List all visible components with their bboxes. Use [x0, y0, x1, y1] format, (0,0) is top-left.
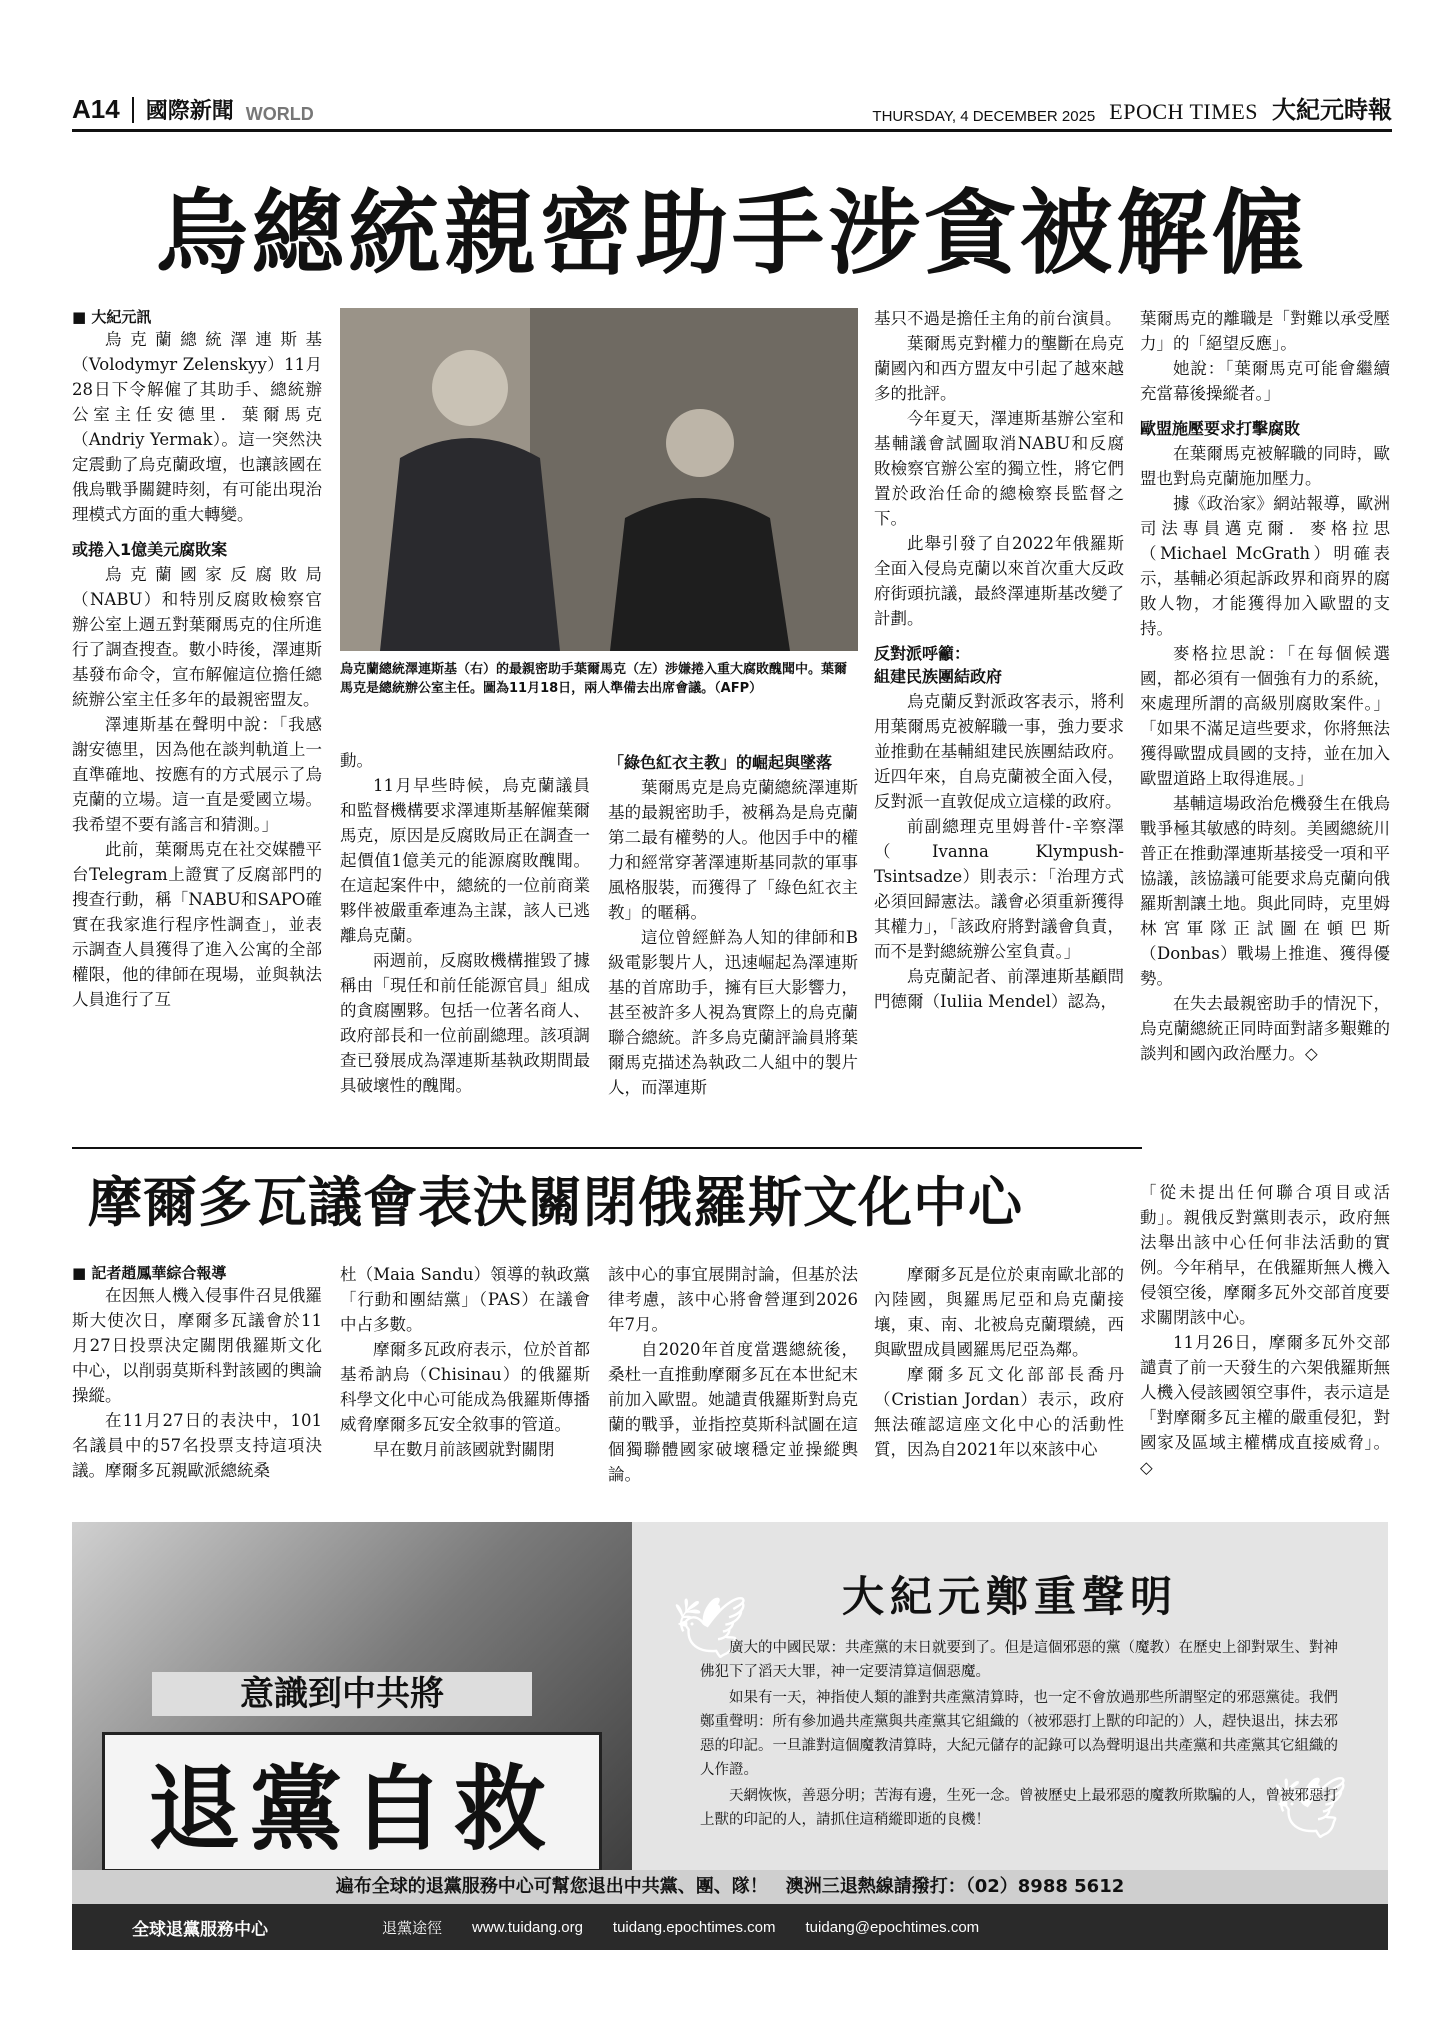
paragraph: 摩爾多瓦文化部部長喬丹（Cristian Jordan）表示，政府無法確認這座文化中心的活動性質，因為自2021年以來該中心	[874, 1365, 1124, 1459]
paragraph: 杜（Maia Sandu）領導的執政黨「行動和團結黨」（PAS）在議會中占多數。	[340, 1265, 590, 1334]
paragraph: 這位曾經鮮為人知的律師和B級電影製片人，迅速崛起為澤連斯基的首席助手，擁有巨大影響力，甚至被許多人視為實際上的烏克蘭聯合總統。許多烏克蘭評論員將葉爾馬克描述為執政二人組中的製片人，而澤連斯	[608, 928, 858, 1097]
byline: ■ 記者趙鳳華綜合報導	[72, 1264, 227, 1282]
paragraph: 自2020年首度當選總統後，桑杜一直推動摩爾多瓦在本世紀末前加入歐盟。她譴責俄羅斯對烏克蘭的戰爭，並指控莫斯科試圖在這個獨聯體國家破壞穩定並操縱輿論。	[608, 1340, 858, 1484]
paragraph: 11月26日，摩爾多瓦外交部譴責了前一天發生的六架俄羅斯無人機入侵該國領空事件，表示這是「對摩爾多瓦主權的嚴重侵犯，對國家及區域主權構成直接威脅」。◇	[1140, 1333, 1390, 1477]
paragraph: 在11月27日的表決中，101名議員中的57名投票支持這項決議。摩爾多瓦親歐派總統桑	[72, 1411, 322, 1480]
ad-footer	[72, 1904, 1388, 1950]
story2-col3	[608, 1262, 858, 1487]
ad-paragraph: 如果有一天，神指使人類的誰對共產黨清算時，也一定不會放過那些所謂堅定的邪惡黨徒。我們鄭重聲明：所有參加過共產黨與共產黨其它組織的（被邪惡打上獸的印記的）人，趕快退出，抹去邪惡的印記。一旦誰對這個魔教清算時，大紀元儲存的記錄可以為聲明退出共產黨和共產黨其它組織的人作證。	[700, 1690, 1338, 1778]
byline: ■ 大紀元訊	[72, 308, 152, 326]
paragraph: 據《政治家》網站報導，歐洲司法專員邁克爾．麥格拉思（Michael McGrath）明確表示，基輔必須起訴政界和商界的腐敗人物，才能獲得加入歐盟的支持。	[1140, 494, 1390, 638]
subheading: 「綠色紅衣主教」的崛起與墜落	[608, 753, 833, 772]
story2-col1	[72, 1262, 322, 1483]
story2-col5	[1140, 1180, 1390, 1480]
rally-sign: 意識到中共將	[152, 1672, 532, 1716]
story1-col1	[72, 306, 322, 1012]
subheading: 或捲入1億美元腐敗案	[72, 540, 228, 559]
ad-link[interactable]: tuidang.epochtimes.com	[612, 1918, 776, 1936]
paragraph: 「從未提出任何聯合項目或活動」。親俄反對黨則表示，政府無法舉出該中心任何非法活動的實例。今年稍早，在俄羅斯無人機入侵領空後，摩爾多瓦外交部首度要求關閉該中心。	[1140, 1183, 1390, 1327]
paragraph: 葉爾馬克對權力的壟斷在烏克蘭國內和西方盟友中引起了越來越多的批評。	[874, 334, 1124, 403]
paragraph: 摩爾多瓦是位於東南歐北部的內陸國，與羅馬尼亞和烏克蘭接壤，東、南、北被烏克蘭環繞，西與歐盟成員國羅馬尼亞為鄰。	[874, 1265, 1124, 1359]
dove-icon: 🕊	[672, 1593, 749, 1663]
tuidang-logo: 全球退黨服務中心	[132, 1919, 268, 1940]
ad-email-link[interactable]: tuidang@epochtimes.com	[805, 1918, 980, 1936]
rally-banner: 退黨自救	[102, 1732, 602, 1872]
story1-col5	[1140, 306, 1390, 1066]
masthead	[72, 96, 1392, 132]
paragraph: 動。	[340, 751, 373, 770]
section-name-en: WORLD	[245, 104, 314, 124]
paragraph: 烏克蘭反對派政客表示，將利用葉爾馬克被解職一事，強力要求並推動在基輔組建民族團結政府。近四年來，自烏克蘭被全面入侵，反對派一直敦促成立這樣的政府。	[874, 692, 1124, 811]
paragraph: 該中心的事宜展開討論，但基於法律考慮，該中心將會營運到2026年7月。	[608, 1265, 858, 1334]
paragraph: 今年夏天，澤連斯基辦公室和基輔議會試圖取消NABU和反腐敗檢察官辦公室的獨立性，將它們置於政治任命的總檢察長監督之下。	[874, 409, 1124, 528]
paragraph: 11月早些時候，烏克蘭議員和監督機構要求澤連斯基解僱葉爾馬克，原因是反腐敗局正在調查一起價值1億美元的能源腐敗醜聞。在這起案件中，總統的一位前商業夥伴被嚴重牽連為主謀，該人已逃離烏克蘭。	[340, 776, 590, 945]
paragraph: 葉爾馬克的離職是「對難以承受壓力」的「絕望反應」。	[1140, 309, 1390, 353]
ad-paragraph: 天網恢恢，善惡分明；苦海有邊，生死一念。曾被歷史上最邪惡的魔教所欺騙的人，曾被邪惡打上獸的印記的人，請抓住這稍縱即逝的良機！	[700, 1788, 1338, 1828]
paragraph: 在失去最親密助手的情況下，烏克蘭總統正同時面對諸多艱難的談判和國內政治壓力。◇	[1140, 994, 1390, 1063]
ad-body	[700, 1636, 1350, 1834]
page-number: A14	[72, 94, 120, 124]
section-divider	[72, 1147, 1142, 1149]
story1-col3	[608, 740, 858, 1100]
section-name: 國際新聞	[145, 99, 234, 124]
photo-illustration	[340, 308, 858, 651]
divider	[132, 97, 134, 123]
subheading: 歐盟施壓要求打擊腐敗	[1140, 419, 1301, 438]
paragraph: 澤連斯基在聲明中說：「我感謝安德里，因為他在談判軌道上一直準確地、按應有的方式展示了烏克蘭的立場。這一直是愛國立場。我希望不要有謠言和猜測。」	[72, 715, 322, 834]
paragraph: 前副總理克里姆普什-辛察澤（Ivanna Klympush-Tsintsadze）則表示：「治理方式必須回歸憲法。議會必須重新獲得其權力」，「該政府將對議會負責，而不是對總統辦公室負責。」	[874, 817, 1124, 961]
ad-link-label: 退黨途徑	[382, 1919, 443, 1937]
story2-headline: 摩爾多瓦議會表決關閉俄羅斯文化中心	[88, 1171, 1023, 1234]
ad-paragraph: 廣大的中國民眾：共產黨的末日就要到了。但是這個邪惡的黨（魔教）在歷史上卻對眾生、對神佛犯下了滔天大罪，神一定要清算這個惡魔。	[700, 1640, 1338, 1680]
paragraph: 烏克蘭總統澤連斯基（Volodymyr Zelenskyy）11月28日下令解僱了其助手、總統辦公室主任安德里．葉爾馬克（Andriy Yermak）。這一突然決定震動了烏克蘭政壇，也讓該國在俄烏戰爭關鍵時刻，有可能出現治理模式方面的重大轉變。	[72, 330, 322, 524]
ad-title: 大紀元鄭重聲明	[842, 1572, 1179, 1621]
paragraph: 在因無人機入侵事件召見俄羅斯大使次日，摩爾多瓦議會於11月27日投票決定關閉俄羅斯文化中心，以削弱莫斯科對該國的輿論操縱。	[72, 1286, 322, 1405]
story2-col2	[340, 1262, 590, 1462]
brand-logo-zh: 大紀元時報	[1272, 95, 1392, 124]
subheading: 反對派呼籲： 組建民族團結政府	[874, 644, 1003, 686]
paragraph: 兩週前，反腐敗機構摧毀了據稱由「現任和前任能源官員」組成的貪腐團夥。包括一位著名商人、政府部長和一位前副總理。該項調查已發展成為澤連斯基執政期間最具破壞性的醜聞。	[340, 951, 590, 1095]
paragraph: 基輔這場政治危機發生在俄烏戰爭極其敏感的時刻。美國總統川普正在推動澤連斯基接受一項和平協議，該協議可能要求烏克蘭向俄羅斯割讓土地。與此同時，克里姆林宮軍隊正試圖在頓巴斯（Donbas）戰場上推進、獲得優勢。	[1140, 794, 1390, 988]
paragraph: 烏克蘭國家反腐敗局（NABU）和特別反腐敗檢察官辦公室上週五對葉爾馬克的住所進行了調查搜查。數小時後，澤連斯基發布命令，宣布解僱這位擔任總統辦公室主任多年的最親密盟友。	[72, 565, 322, 709]
paragraph: 基只不過是擔任主角的前台演員。	[874, 309, 1122, 328]
news-photo	[340, 308, 858, 651]
issue-date: THURSDAY, 4 DECEMBER 2025	[872, 108, 1096, 125]
ad-contact: 遍布全球的退黨服務中心可幫您退出中共黨、團、隊！ 澳洲三退熱線請撥打：（02）8988 5612	[72, 1870, 1388, 1904]
ad-link[interactable]: www.tuidang.org	[472, 1918, 583, 1936]
paragraph: 在葉爾馬克被解職的同時，歐盟也對烏克蘭施加壓力。	[1140, 444, 1390, 488]
paragraph: 早在數月前該國就對關閉	[373, 1440, 555, 1459]
paragraph: 葉爾馬克是烏克蘭總統澤連斯基的最親密助手，被稱為是烏克蘭第二最有權勢的人。他因手中的權力和經常穿著澤連斯基同款的軍事風格服裝，而獲得了「綠色紅衣主教」的暱稱。	[608, 778, 858, 922]
photo-caption: 烏克蘭總統澤連斯基（右）的最親密助手葉爾馬克（左）涉嫌捲入重大腐敗醜聞中。葉爾馬克是總統辦公室主任。圖為11月18日，兩人準備去出席會議。（AFP）	[340, 662, 848, 696]
story1-headline: 烏總統親密助手涉貪被解僱	[155, 180, 1308, 287]
paragraph: 此舉引發了自2022年俄羅斯全面入侵烏克蘭以來首次重大反政府街頭抗議，最終澤連斯基改變了計劃。	[874, 534, 1124, 628]
story2-col4	[874, 1262, 1124, 1462]
paragraph: 摩爾多瓦政府表示，位於首都基希訥烏（Chisinau）的俄羅斯科學文化中心可能成為俄羅斯傳播威脅摩爾多瓦安全敘事的管道。	[340, 1340, 590, 1434]
paragraph: 她說：「葉爾馬克可能會繼續充當幕後操縱者。」	[1140, 359, 1390, 403]
paragraph: 此前，葉爾馬克在社交媒體平台Telegram上證實了反腐部門的搜查行動，稱「NABU和SAPO確實在我家進行程序性調查」，並表示調查人員獲得了進入公寓的全部權限，他的律師在現場，並與執法人員進行了互	[72, 840, 322, 1009]
brand-logo: EPOCH TIMES	[1109, 99, 1258, 124]
masthead-right	[872, 90, 1392, 125]
paragraph: 麥格拉思說：「在每個候選國，都必須有一個強有力的系統，來處理所謂的高級別腐敗案件。」「如果不滿足這些要求，你將無法獲得歐盟成員國的支持，並在加入歐盟道路上取得進展。」	[1140, 644, 1390, 788]
story1-col2	[340, 748, 590, 1098]
advertisement	[72, 1522, 1388, 1950]
dove-icon: 🕊	[1272, 1773, 1349, 1843]
story1-col4	[874, 306, 1124, 1014]
paragraph: 烏克蘭記者、前澤連斯基顧問門德爾（Iuliia Mendel）認為，	[874, 967, 1124, 1011]
